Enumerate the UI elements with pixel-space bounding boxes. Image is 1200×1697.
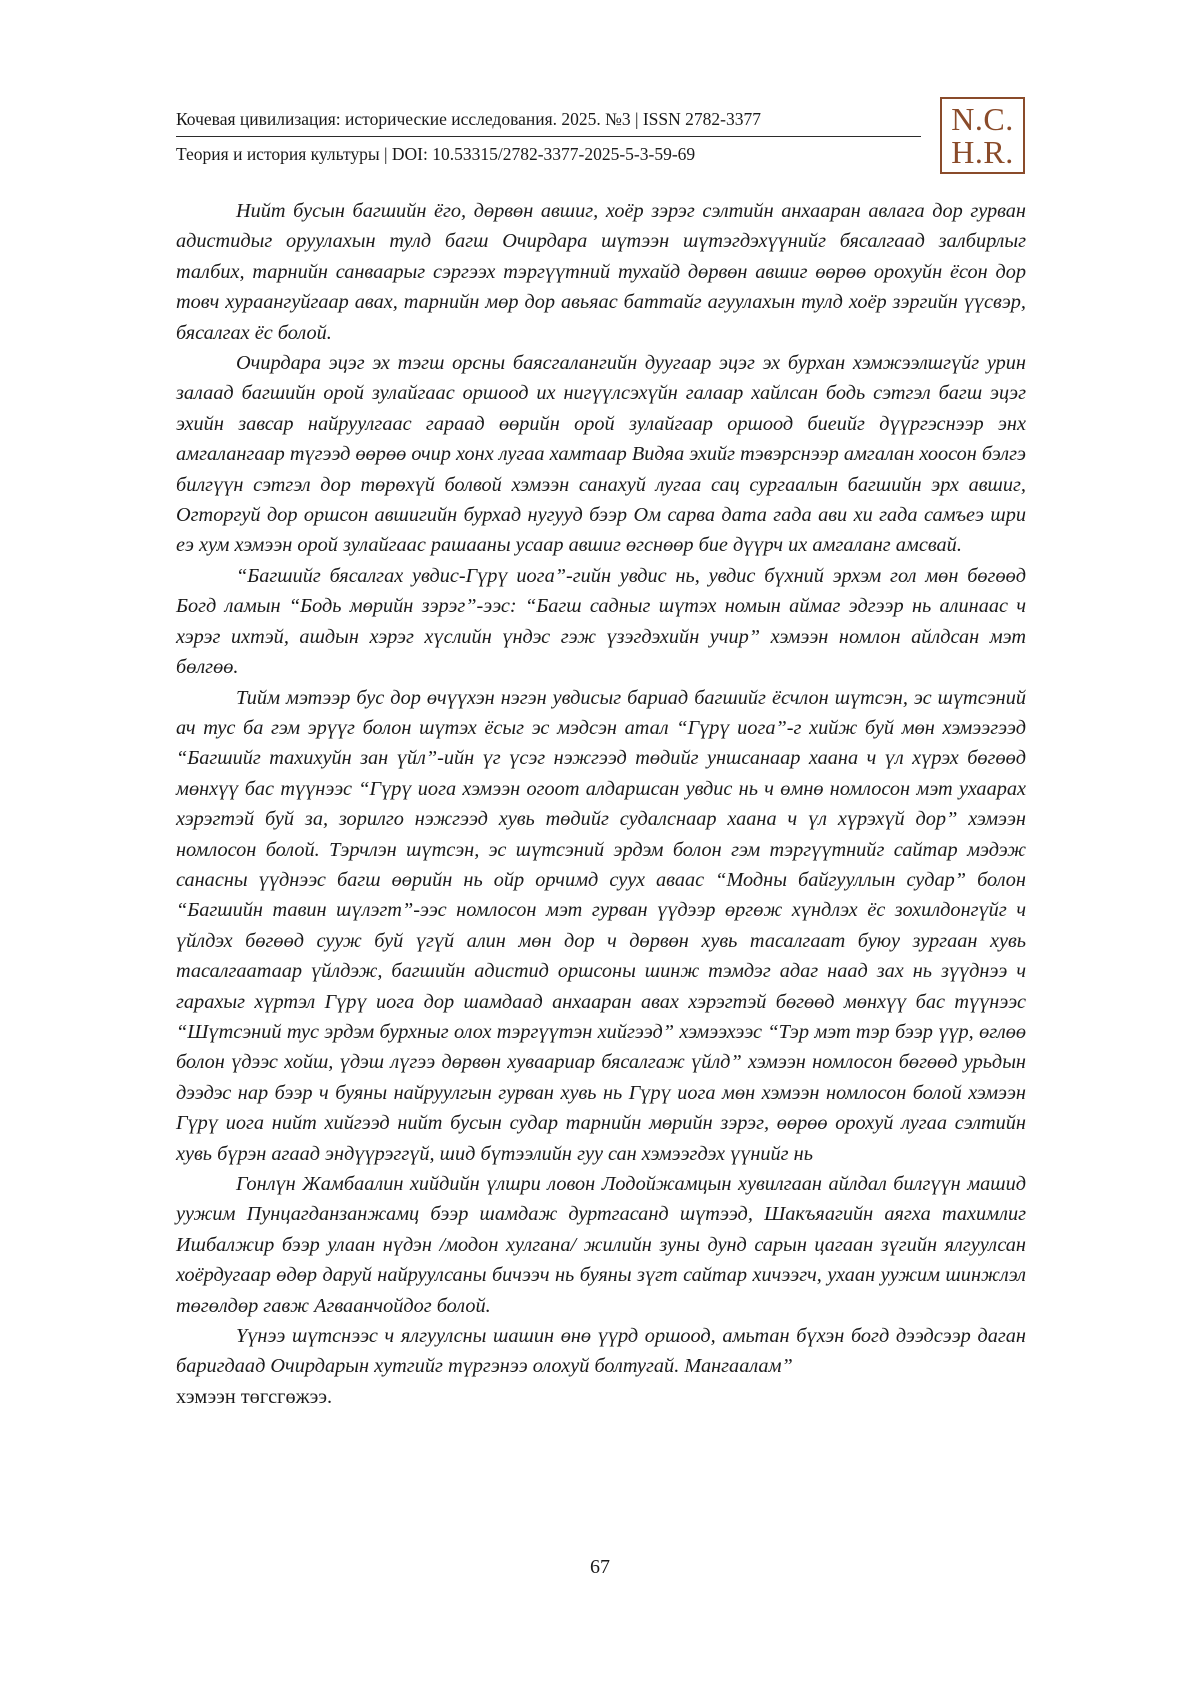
journal-logo xyxy=(940,97,1025,174)
article-body xyxy=(176,196,1026,1412)
paragraph: Үүнээ шүтснээс ч ялгуулсны шашин өнө үүрд оршоод, амьтан бүхэн богд дээдсээр даган баригдаад Очирдарын хутгийг түргэнээ олохуй болтугай. Мангаалам” xyxy=(176,1325,1026,1378)
closing-line: хэмээн төгсгөжээ. xyxy=(176,1385,333,1408)
logo-line-1: N.C. xyxy=(951,101,1014,137)
paragraph: Очирдара эцэг эх тэгш орсны баясгалангийн дуугаар эцэг эх бурхан хэмжээлшгүйг урин залаад багшийн орой зулайгаас оршоод их нигүүлсэхүйн галаар хайлсан бодь сэтгэл багш эцэг эхийн завсар найруулгаас гараад өөрийн орой зулайгаар оршоод биеийг дүүргэснээр энх амгалангаар түгээд өөрөө очир хонх лугаа хамтаар Видяа эхийг тэвэрснээр амгалан хоосон бэлгэ билгүүн сэтгэл дор төрөхүй болвой хэмээн санахуй лугаа сац сургаалын багшийн эрх авшиг, Огторгуй дор оршсон авшигийн бурхад нугууд бээр Ом сарва дата гада ави хи гада самъеэ шри еэ хум хэмээн орой зулайгаас рашааны усаар авшиг өгснөөр бие дүүрч их амгаланг амсвай. xyxy=(176,352,1026,557)
section-doi-line: Теория и история культуры | DOI: 10.53315/2782-3377-2025-5-3-59-69 xyxy=(176,144,696,164)
page-number: 67 xyxy=(590,1556,610,1578)
paragraph: “Багшийг бясалгах увдис-Гүрү иога”-гийн увдис нь, увдис бүхний эрхэм гол мөн бөгөөд Богд ламын “Бодь мөрийн зэрэг”-ээс: “Багш садныг шүтэх номын аймаг эдгээр нь алинаас ч хэрэг ихтэй, ашдын хэрэг хүслийн үндэс гэж үзэгдэхийн учир” хэмээн номлон айлдсан мэт бөлгөө. xyxy=(176,564,1026,679)
paragraph: Тийм мэтээр бус дор өчүүхэн нэгэн увдисыг бариад багшийг ёсчлон шүтсэн, эс шүтсэний ач тус ба гэм эрүүг болон шүтэх ёсыг эс мэдсэн атал “Гүрү иога”-г хийж буй мөн хэмээгээд “Багшийг тахихуйн зан үйл”-ийн үг үсэг нэжгээд төдийг уншсанаар хаана ч үл хүрэх бөгөөд мөнхүү бас түүнээс “Гүрү иога хэмээн огоот алдаршсан увдис нь ч өмнө номлосон мэт ухаарах хэрэгтэй буй за, зорилго нэжгээд хувь төдийг судалснаар хаана ч үл хүрэхүй дор” хэмээн номлосон болой. Тэрчлэн шүтсэн, эс шүтсэний эрдэм болон гэм тэргүүтнийг сайтар мэдэж санасны үүднээс багш өөрийн нь ойр орчимд суух аваас “Модны байгууллын судар” болон “Багшийн тавин шүлэгт”-ээс номлосон мэт гурван үүдээр өргөж хүндлэх ёс зохилдонгүйг ч үйлдэх бөгөөд сууж буй үгүй алин мөн дор ч дөрвөн хувь тасалгаат буюу зургаан хувь тасалгаатаар үйлдэж, багшийн адистид оршсоны шинж тэмдэг адаг наад зах нь зүүднээ ч гарахыг хүртэл Гүрү иога дор шамдаад анхааран авах хэрэгтэй бөгөөд мөнхүү бас түүнээс “Шүтсэний тус эрдэм бурхныг олох тэргүүтэн хийгээд” хэмээхээс “Тэр мэт тэр бээр үүр, өглөө болон үдээс хойш, үдэш лүгээ дөрвөн хувaариар бясалгаж үйлд” хэмээн номлосон бөгөөд урьдын дээдэс нар бээр ч буяны найруулгын гурван хувь нь Гүрү иога мөн хэмээн номлосон болой хэмээн Гүрү иога нийт хийгээд нийт бусын судар тарнийн мөрийн зэрэг, өөрөө орохуй лугаа сэлтийн хувь бүрэн агаад эндүүрэггүй, шид бүтээлийн гуу сан хэмээгдэх үүнийг нь xyxy=(176,686,1026,1165)
running-header xyxy=(176,108,921,165)
logo-line-2: H.R. xyxy=(951,134,1014,170)
paragraph: Нийт бусын багшийн ёго, дөрвөн авшиг, хоёр зэрэг сэлтийн анхааран авлага дор гурван адистидыг оруулахын тулд багш Очирдара шүтээн шүтэгдэхүүнийг бясалгаад залбирлыг талбих, тарнийн санваарыг сэргээх тэргүүтний тухайд дөрвөн авшиг өөрөө орохуйн ёсон дор товч хураангуйгаар авах, тарнийн мөр дор авьяас баттайг агуулахын тулд хоёр зэргийн үүсвэр, бясалгах ёс болой. xyxy=(176,200,1026,344)
journal-info-line: Кочевая цивилизация: исторические исследования. 2025. №3 | ISSN 2782-3377 xyxy=(176,108,921,137)
paragraph: Гонлүн Жамбаалин хийдийн үлшри ловон Лодойжамцын хувилгаан айлдал билгүүн машид уужим Пунцагданзанжамц бээр шамдаж дуртгасанд шүтээд, Шакъяагийн аягха тахимлиг Ишбалжир бээр улаан нүдэн /модон хулгана/ жилийн зуны дунд сарын цагаан зүгийн ялгуулсан хоёрдугаар өдөр даруй найруулсаны бичээч нь буяны зүгт сайтар хичээгч, ухаан уужим шинжлэл төгөлдөр гавж Агваанчойдог болой. xyxy=(176,1173,1026,1317)
